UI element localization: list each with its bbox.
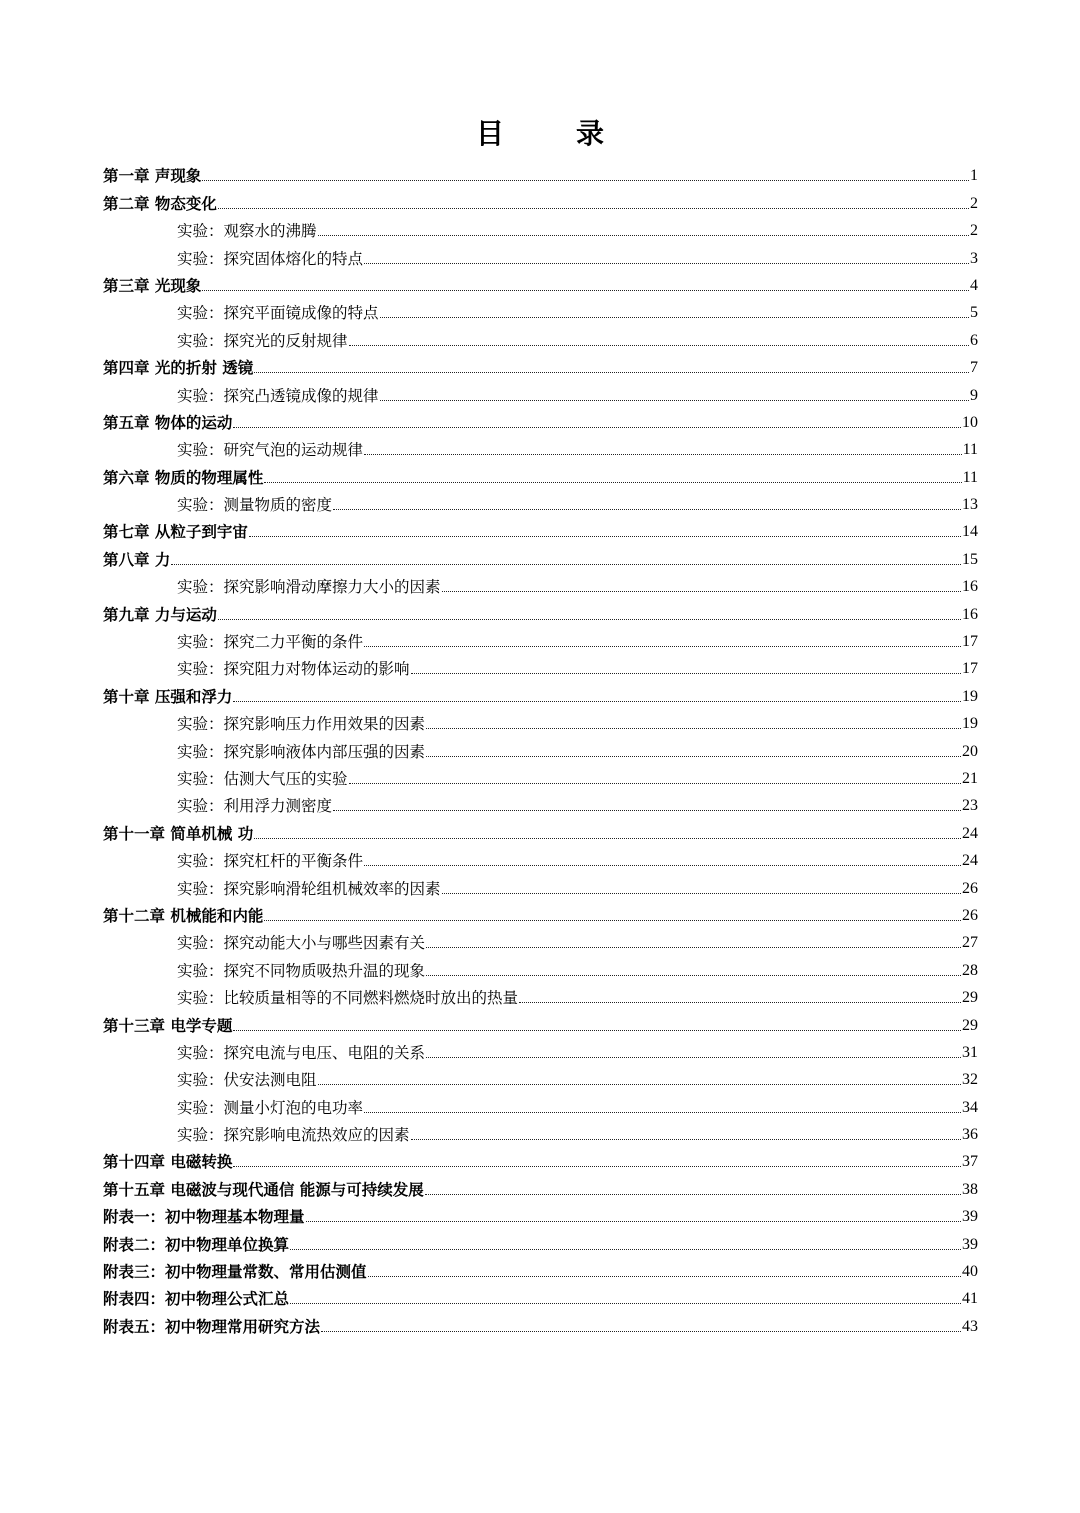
dot-leader xyxy=(380,317,969,318)
dot-leader xyxy=(202,180,969,181)
toc-entry-label: 实验：探究阻力对物体运动的影响 xyxy=(177,660,410,679)
toc-entry-label: 第十三章 电学专题 xyxy=(103,1016,233,1035)
dot-leader xyxy=(218,208,969,209)
toc-experiment-entry xyxy=(103,433,978,460)
dot-leader xyxy=(368,1276,961,1277)
toc-page-number: 14 xyxy=(962,523,978,541)
toc-page-number: 17 xyxy=(962,660,978,678)
dot-leader xyxy=(519,1002,961,1003)
toc-page-number: 10 xyxy=(962,413,978,431)
dot-leader xyxy=(364,454,962,455)
toc-entry-label: 第八章 力 xyxy=(103,550,171,569)
toc-page-number: 9 xyxy=(970,386,978,404)
dot-leader xyxy=(233,1030,961,1031)
toc-page-number: 3 xyxy=(970,249,978,267)
dot-leader xyxy=(318,1084,961,1085)
toc-chapter-entry xyxy=(103,1008,978,1035)
toc-page-number: 39 xyxy=(962,1208,978,1226)
toc-chapter-entry xyxy=(103,542,978,569)
toc-page-number: 5 xyxy=(970,304,978,322)
toc-chapter-entry xyxy=(103,406,978,433)
toc-entry-label: 实验：比较质量相等的不同燃料燃烧时放出的热量 xyxy=(177,989,519,1008)
toc-page-number: 11 xyxy=(962,468,978,486)
dot-leader xyxy=(254,372,969,373)
dot-leader xyxy=(233,427,961,428)
dot-leader xyxy=(290,1249,961,1250)
toc-entry-label: 第二章 物态变化 xyxy=(103,194,217,213)
dot-leader xyxy=(426,947,961,948)
toc-page-number: 13 xyxy=(962,496,978,514)
toc-entry-label: 第三章 光现象 xyxy=(103,276,202,295)
toc-experiment-entry xyxy=(103,734,978,761)
toc-experiment-entry xyxy=(103,926,978,953)
toc-page-number: 15 xyxy=(962,550,978,568)
toc-page-number: 27 xyxy=(962,934,978,952)
toc-entry-label: 第十一章 简单机械 功 xyxy=(103,824,254,843)
toc-page-number: 29 xyxy=(962,1016,978,1034)
toc-chapter-entry xyxy=(103,159,978,186)
toc-entry-label: 实验：研究气泡的运动规律 xyxy=(177,441,364,460)
toc-entry-label: 附表四：初中物理公式汇总 xyxy=(103,1290,290,1309)
toc-entry-label: 实验：探究光的反射规律 xyxy=(177,331,348,350)
toc-chapter-entry xyxy=(103,1309,978,1336)
toc-chapter-entry xyxy=(103,816,978,843)
toc-entry-label: 实验：探究影响液体内部压强的因素 xyxy=(177,742,426,761)
toc-page-number: 41 xyxy=(962,1290,978,1308)
toc-experiment-entry xyxy=(103,296,978,323)
dot-leader xyxy=(264,482,961,483)
toc-entry-label: 第十四章 电磁转换 xyxy=(103,1153,233,1172)
dot-leader xyxy=(318,235,969,236)
dot-leader xyxy=(425,1194,961,1195)
dot-leader xyxy=(426,975,961,976)
toc-entry-label: 第七章 从粒子到宇宙 xyxy=(103,523,248,542)
toc-entry-label: 实验：探究二力平衡的条件 xyxy=(177,633,364,652)
toc-page-number: 34 xyxy=(962,1098,978,1116)
toc-page-number: 43 xyxy=(962,1317,978,1335)
toc-entry-label: 实验：探究影响滑轮组机械效率的因素 xyxy=(177,879,441,898)
toc-experiment-entry xyxy=(103,953,978,980)
toc-entry-label: 实验：探究电流与电压、电阻的关系 xyxy=(177,1043,426,1062)
toc-experiment-entry xyxy=(103,323,978,350)
toc-page-number: 7 xyxy=(970,359,978,377)
toc-entry-label: 实验：探究不同物质吸热升温的现象 xyxy=(177,961,426,980)
toc-entry-label: 实验：探究固体熔化的特点 xyxy=(177,249,364,268)
toc-experiment-entry xyxy=(103,214,978,241)
toc-experiment-entry xyxy=(103,378,978,405)
dot-leader xyxy=(218,619,961,620)
toc-chapter-entry xyxy=(103,1172,978,1199)
toc-experiment-entry xyxy=(103,707,978,734)
dot-leader xyxy=(233,701,961,702)
dot-leader xyxy=(249,536,961,537)
toc-chapter-entry xyxy=(103,1200,978,1227)
toc-experiment-entry xyxy=(103,1036,978,1063)
toc-page-number: 29 xyxy=(962,989,978,1007)
toc-page-number: 2 xyxy=(970,222,978,240)
toc-experiment-entry xyxy=(103,844,978,871)
dot-leader xyxy=(171,564,961,565)
toc-page-number: 38 xyxy=(962,1180,978,1198)
toc-page-number: 17 xyxy=(962,633,978,651)
toc-entry-label: 实验：估测大气压的实验 xyxy=(177,769,348,788)
dot-leader xyxy=(364,1112,961,1113)
toc-entry-label: 实验：利用浮力测密度 xyxy=(177,797,333,816)
toc-entry-label: 第九章 力与运动 xyxy=(103,605,217,624)
dot-leader xyxy=(306,1221,961,1222)
dot-leader xyxy=(333,810,961,811)
dot-leader xyxy=(364,646,961,647)
toc-experiment-entry xyxy=(103,652,978,679)
toc-page-number: 36 xyxy=(962,1126,978,1144)
toc-entry-label: 实验：伏安法测电阻 xyxy=(177,1071,317,1090)
toc-experiment-entry xyxy=(103,789,978,816)
toc-page-number: 39 xyxy=(962,1235,978,1253)
dot-leader xyxy=(202,290,969,291)
toc-page-number: 19 xyxy=(962,715,978,733)
toc-experiment-entry xyxy=(103,570,978,597)
toc-page-number: 40 xyxy=(962,1263,978,1281)
toc-entry-label: 第一章 声现象 xyxy=(103,167,202,186)
toc-entry-label: 第六章 物质的物理属性 xyxy=(103,468,264,487)
toc-page-number: 1 xyxy=(970,167,978,185)
toc-chapter-entry xyxy=(103,351,978,378)
toc-chapter-entry xyxy=(103,679,978,706)
toc-entry-label: 第十二章 机械能和内能 xyxy=(103,906,264,925)
toc-experiment-entry xyxy=(103,871,978,898)
table-of-contents xyxy=(103,159,978,1337)
toc-page-number: 37 xyxy=(962,1153,978,1171)
dot-leader xyxy=(349,345,969,346)
toc-entry-label: 实验：探究凸透镜成像的规律 xyxy=(177,386,379,405)
toc-entry-label: 实验：探究影响电流热效应的因素 xyxy=(177,1126,410,1145)
dot-leader xyxy=(349,783,961,784)
toc-experiment-entry xyxy=(103,488,978,515)
toc-page-number: 26 xyxy=(962,879,978,897)
dot-leader xyxy=(426,756,961,757)
toc-chapter-entry xyxy=(103,597,978,624)
toc-experiment-entry xyxy=(103,1063,978,1090)
dot-leader xyxy=(442,893,961,894)
dot-leader xyxy=(411,673,961,674)
toc-entry-label: 实验：探究平面镜成像的特点 xyxy=(177,304,379,323)
toc-entry-label: 第四章 光的折射 透镜 xyxy=(103,359,254,378)
toc-chapter-entry xyxy=(103,1227,978,1254)
toc-page-number: 2 xyxy=(970,194,978,212)
toc-page-number: 26 xyxy=(962,906,978,924)
toc-experiment-entry xyxy=(103,625,978,652)
page-title: 目 录 xyxy=(475,117,626,150)
toc-entry-label: 实验：观察水的沸腾 xyxy=(177,222,317,241)
toc-entry-label: 实验：测量小灯泡的电功率 xyxy=(177,1098,364,1117)
toc-page-number: 4 xyxy=(970,276,978,294)
dot-leader xyxy=(254,838,961,839)
dot-leader xyxy=(364,865,961,866)
toc-entry-label: 实验：探究影响滑动摩擦力大小的因素 xyxy=(177,578,441,597)
toc-entry-label: 实验：探究杠杆的平衡条件 xyxy=(177,852,364,871)
toc-entry-label: 实验：探究影响压力作用效果的因素 xyxy=(177,715,426,734)
toc-page-number: 24 xyxy=(962,824,978,842)
toc-page-number: 28 xyxy=(962,961,978,979)
dot-leader xyxy=(290,1303,961,1304)
dot-leader xyxy=(426,1057,961,1058)
toc-page-number: 31 xyxy=(962,1043,978,1061)
toc-page-number: 16 xyxy=(962,605,978,623)
dot-leader xyxy=(426,728,961,729)
dot-leader xyxy=(333,509,961,510)
toc-chapter-entry xyxy=(103,269,978,296)
toc-chapter-entry xyxy=(103,186,978,213)
toc-page-number: 16 xyxy=(962,578,978,596)
toc-page-number: 19 xyxy=(962,687,978,705)
toc-entry-label: 实验：探究动能大小与哪些因素有关 xyxy=(177,934,426,953)
toc-page-number: 11 xyxy=(962,441,978,459)
toc-experiment-entry xyxy=(103,241,978,268)
dot-leader xyxy=(442,591,961,592)
toc-chapter-entry xyxy=(103,515,978,542)
toc-chapter-entry xyxy=(103,1282,978,1309)
dot-leader xyxy=(233,1166,961,1167)
toc-page-number: 24 xyxy=(962,852,978,870)
toc-page-number: 32 xyxy=(962,1071,978,1089)
toc-page-number: 21 xyxy=(962,769,978,787)
toc-experiment-entry xyxy=(103,1090,978,1117)
toc-experiment-entry xyxy=(103,1118,978,1145)
toc-chapter-entry xyxy=(103,899,978,926)
dot-leader xyxy=(380,400,969,401)
toc-page-number: 20 xyxy=(962,742,978,760)
toc-page-number: 23 xyxy=(962,797,978,815)
toc-entry-label: 附表一：初中物理基本物理量 xyxy=(103,1208,305,1227)
toc-chapter-entry xyxy=(103,1145,978,1172)
toc-chapter-entry xyxy=(103,1255,978,1282)
toc-page-number: 6 xyxy=(970,331,978,349)
dot-leader xyxy=(411,1139,961,1140)
toc-entry-label: 第五章 物体的运动 xyxy=(103,413,233,432)
toc-entry-label: 附表二：初中物理单位换算 xyxy=(103,1235,290,1254)
toc-chapter-entry xyxy=(103,460,978,487)
toc-entry-label: 第十五章 电磁波与现代通信 能源与可持续发展 xyxy=(103,1180,424,1199)
toc-experiment-entry xyxy=(103,762,978,789)
dot-leader xyxy=(321,1331,961,1332)
toc-entry-label: 附表三：初中物理量常数、常用估测值 xyxy=(103,1263,367,1282)
toc-entry-label: 第十章 压强和浮力 xyxy=(103,687,233,706)
toc-experiment-entry xyxy=(103,981,978,1008)
dot-leader xyxy=(364,263,969,264)
dot-leader xyxy=(264,920,961,921)
toc-entry-label: 附表五：初中物理常用研究方法 xyxy=(103,1317,321,1336)
toc-entry-label: 实验：测量物质的密度 xyxy=(177,496,333,515)
